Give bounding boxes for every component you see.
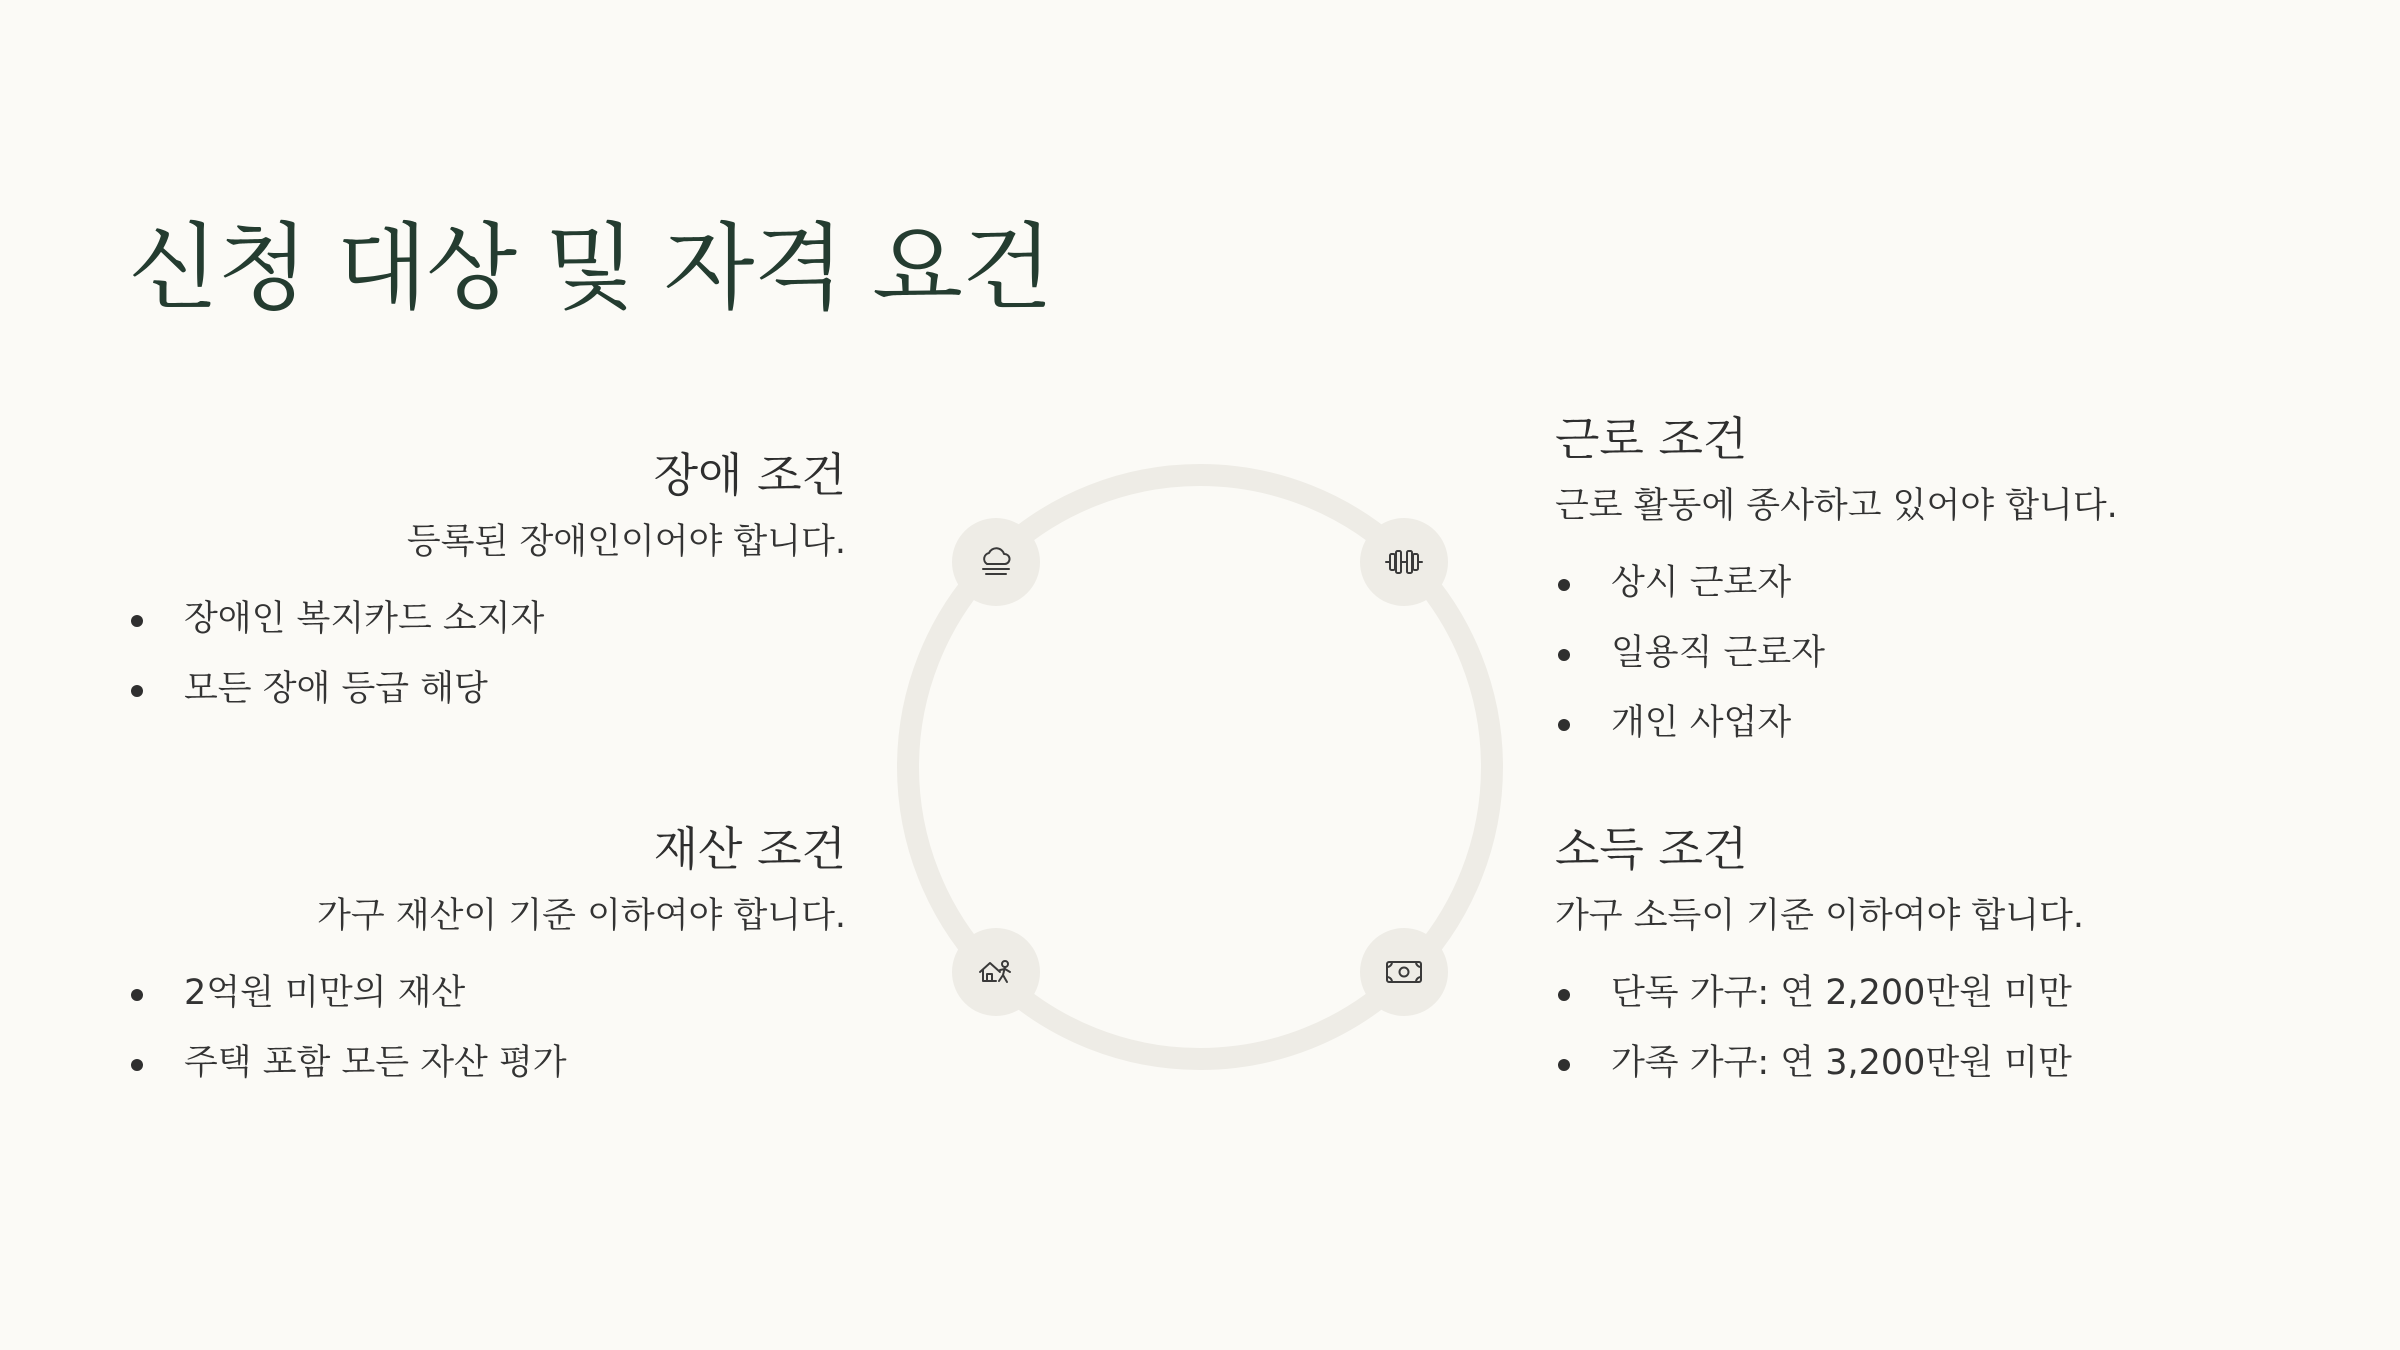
work-heading: 근로 조건 (1555, 412, 1748, 466)
banknote-icon (1382, 950, 1426, 994)
income-heading: 소득 조건 (1555, 822, 1748, 876)
disability-description: 등록된 장애인이어야 합니다. (406, 522, 846, 563)
cloud-icon (974, 540, 1018, 584)
work-description: 근로 활동에 종사하고 있어야 합니다. (1555, 486, 2118, 527)
list-item: 주택 포함 모든 자산 평가 (128, 1028, 846, 1098)
income-section (1555, 822, 2255, 1098)
page-title: 신청 대상 및 자격 요건 (128, 214, 1052, 323)
dumbbell-icon (1382, 540, 1426, 584)
list-item: 장애인 복지카드 소지자 (128, 584, 846, 654)
list-item: 2억원 미만의 재산 (128, 958, 846, 1028)
work-section (1555, 412, 2255, 758)
disability-section (128, 448, 846, 724)
house-person-icon (974, 950, 1018, 994)
work-icon-badge (1360, 518, 1448, 606)
income-icon-badge (1360, 928, 1448, 1016)
property-section (128, 822, 846, 1098)
list-item: 개인 사업자 (1555, 688, 2255, 758)
property-icon-badge (952, 928, 1040, 1016)
list-item: 상시 근로자 (1555, 548, 2255, 618)
disability-heading: 장애 조건 (653, 448, 846, 502)
list-item: 단독 가구: 연 2,200만원 미만 (1555, 958, 2255, 1028)
work-list (1555, 548, 2255, 758)
disability-icon-badge (952, 518, 1040, 606)
property-list (128, 958, 846, 1098)
property-heading: 재산 조건 (653, 822, 846, 876)
income-description: 가구 소득이 기준 이하여야 합니다. (1555, 896, 2084, 937)
list-item: 모든 장애 등급 해당 (128, 654, 846, 724)
disability-list (128, 584, 846, 724)
list-item: 가족 가구: 연 3,200만원 미만 (1555, 1028, 2255, 1098)
income-list (1555, 958, 2255, 1098)
property-description: 가구 재산이 기준 이하여야 합니다. (317, 896, 846, 937)
list-item: 일용직 근로자 (1555, 618, 2255, 688)
